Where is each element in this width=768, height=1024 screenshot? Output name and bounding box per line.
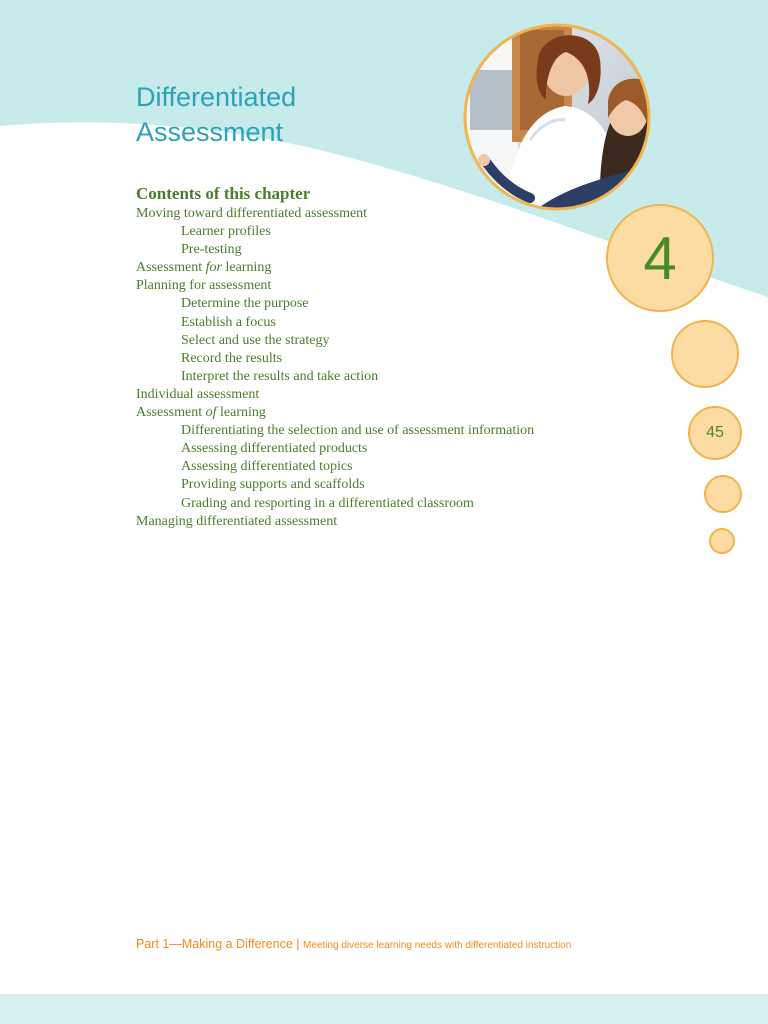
toc-item: Moving toward differentiated assessment <box>136 206 368 221</box>
table-of-contents <box>136 205 534 531</box>
toc-subitem: Record the results <box>181 350 283 366</box>
decorative-circle-small <box>705 476 741 512</box>
toc-item: Assessment of learning <box>136 405 266 421</box>
chapter-title-line-2: Assessment <box>136 117 284 147</box>
page-footer <box>136 935 571 953</box>
contents-heading: Contents of this chapter <box>136 184 311 203</box>
toc-item: Individual assessment <box>136 386 260 402</box>
chapter-title-line-1: Differentiated <box>136 82 297 112</box>
page-number: 45 <box>706 424 724 441</box>
footer-part-title: Part 1—Making a Difference <box>136 937 293 951</box>
toc-subitem: Select and use the strategy <box>181 332 330 348</box>
footer-subtitle: Meeting diverse learning needs with differentiated instruction <box>303 940 572 951</box>
toc-subitem: Assessing differentiated topics <box>181 459 353 475</box>
toc-subitem: Establish a focus <box>181 314 276 330</box>
chapter-number: 4 <box>643 224 677 292</box>
toc-item: Planning for assessment <box>136 278 272 294</box>
decorative-circle-tiny <box>710 529 734 553</box>
footer-separator: | <box>292 937 303 951</box>
toc-subitem: Pre-testing <box>181 242 242 258</box>
toc-item: Managing differentiated assessment <box>136 513 338 529</box>
teal-footer-band <box>0 994 768 1024</box>
toc-subitem: Learner profiles <box>181 224 271 240</box>
decorative-circle-large <box>672 321 738 387</box>
toc-subitem: Grading and resporting in a differentiated classroom <box>181 495 474 511</box>
toc-subitem: Assessing differentiated products <box>181 441 368 457</box>
toc-subitem: Determine the purpose <box>181 296 309 312</box>
chapter-title <box>136 80 296 150</box>
toc-subitem: Interpret the results and take action <box>181 368 379 384</box>
toc-item: Assessment for learning <box>136 260 272 276</box>
toc-subitem: Providing supports and scaffolds <box>181 477 365 493</box>
toc-subitem: Differentiating the selection and use of assessment information <box>181 423 535 439</box>
